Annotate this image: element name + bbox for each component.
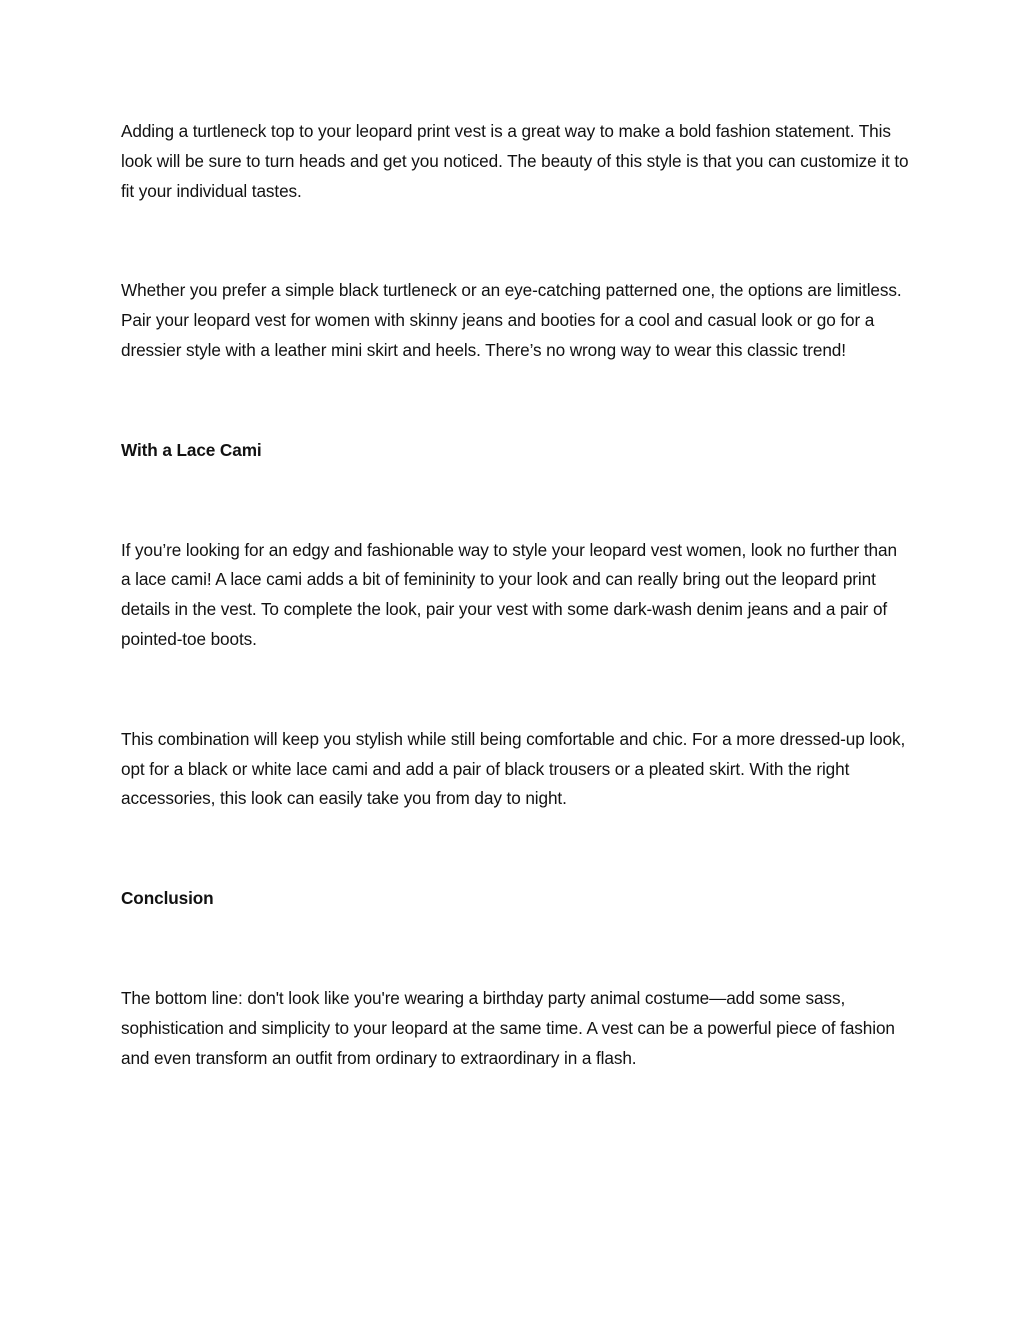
spacer xyxy=(121,655,911,725)
paragraph-turtleneck-intro: Adding a turtleneck top to your leopard print vest is a great way to make a bold fashion statement. This look will be sure to turn heads and get you noticed. The beauty of this style is that you can customize it to fit your individual tastes. xyxy=(121,121,909,201)
paragraph-lace-cami-intro: If you’re looking for an edgy and fashionable way to style your leopard vest women, look no further than a lace cami! A lace cami adds a bit of femininity to your look and can really bring out the leopard print details in the vest. To complete the look, pair your vest with some dark-wash denim jeans and a pair of pointed-toe boots. xyxy=(121,539,897,649)
heading-lace-cami: With a Lace Cami xyxy=(121,439,262,460)
spacer xyxy=(121,366,911,436)
paragraph-turtleneck-options: Whether you prefer a simple black turtleneck or an eye-catching patterned one, the options are limitless. Pair your leopard vest for women with skinny jeans and booties for a cool and casual look or go for a dressier style with a leather mini skirt and heels. There’s no wrong way to wear this classic trend! xyxy=(121,280,902,360)
paragraph-lace-cami-combination: This combination will keep you stylish while still being comfortable and chic. For a more dressed-up look, opt for a black or white lace cami and add a pair of black trousers or a pleated skirt. With the right accessories, this look can easily take you from day to night. xyxy=(121,728,906,809)
spacer xyxy=(121,466,911,536)
heading-conclusion: Conclusion xyxy=(121,888,214,909)
paragraph-conclusion: The bottom line: don't look like you're wearing a birthday party animal costume—add some sass, sophistication and simplicity to your leopard at the same time. A vest can be a powerful piece of fashion and even transform an outfit from ordinary to extraordinary in a flash. xyxy=(121,987,895,1068)
spacer xyxy=(121,206,911,276)
spacer xyxy=(121,814,911,884)
document-page xyxy=(121,117,911,1073)
spacer xyxy=(121,914,911,984)
